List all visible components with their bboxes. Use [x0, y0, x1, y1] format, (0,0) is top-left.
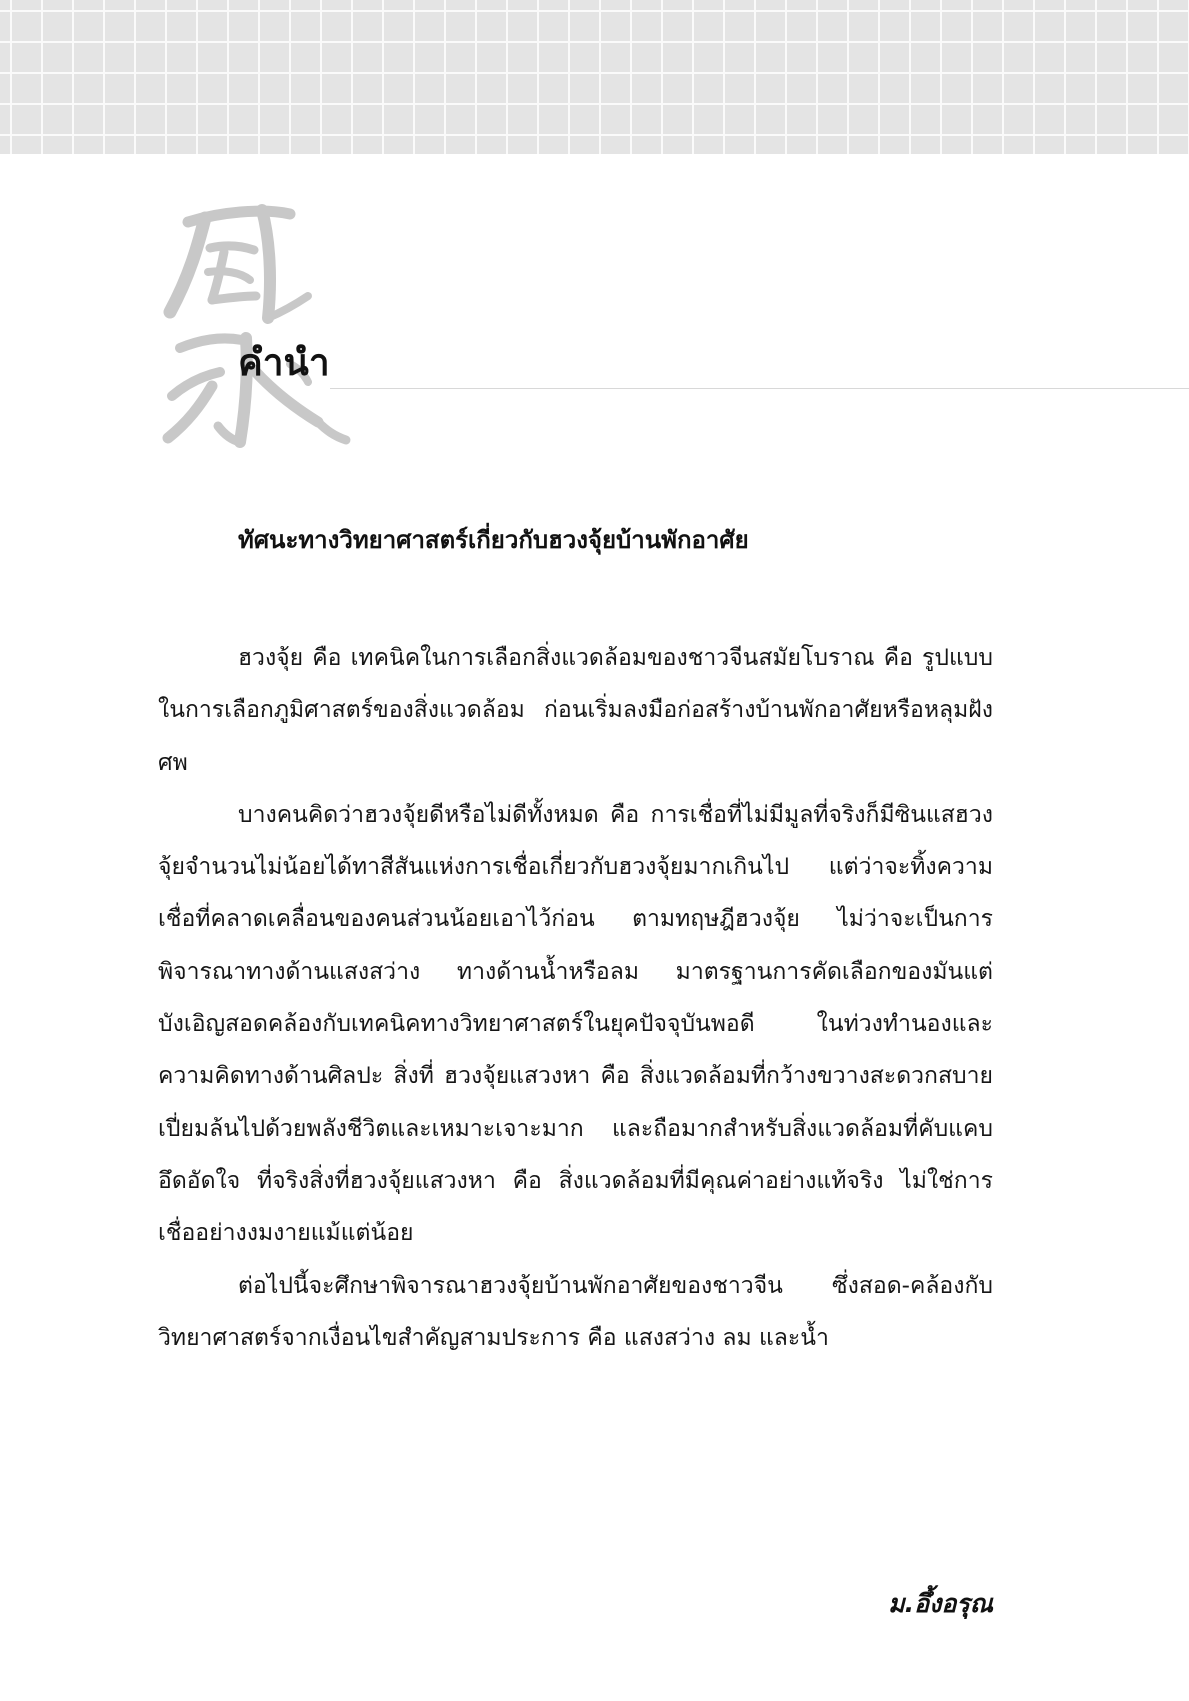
header-grid-band: [0, 0, 1189, 156]
preface-heading: คำนำ: [238, 341, 330, 384]
paragraph-3: ต่อไปนี้จะศึกษาพิจารณาฮวงจุ้ยบ้านพักอาศัยของชาวจีน ซึ่งสอด-คล้องกับวิทยาศาสตร์จากเงื่อนไขสำคัญสามประการ คือ แสงสว่าง ลม และน้ำ: [158, 1272, 993, 1351]
preface-body: [158, 632, 993, 1364]
author-signature: ม.อึ้งอรุณ: [888, 1589, 993, 1618]
paragraph-1: ฮวงจุ้ย คือ เทคนิคในการเลือกสิ่งแวดล้อมของชาวจีนสมัยโบราณ คือ รูปแบบในการเลือกภูมิศาสตร์ของสิ่งแวดล้อม ก่อนเริ่มลงมือก่อสร้างบ้านพักอาศัยหรือหลุมฝังศพ: [158, 645, 993, 776]
heading-divider: [330, 388, 1189, 389]
section-subtitle: ทัศนะทางวิทยาศาสตร์เกี่ยวกับฮวงจุ้ยบ้านพักอาศัย: [238, 526, 749, 554]
wind-calligraphy-watermark: [150, 200, 360, 470]
paragraph-2: บางคนคิดว่าฮวงจุ้ยดีหรือไม่ดีทั้งหมด คือ การเชื่อที่ไม่มีมูลที่จริงก็มีซินแสฮวงจุ้ยจำนวนไม่น้อยได้ทาสีสันแห่งการเชื่อเกี่ยวกับฮวงจุ้ยมากเกินไป แต่ว่าจะทิ้งความเชื่อที่คลาดเคลื่อนของคนส่วนน้อยเอาไว้ก่อน ตามทฤษฎีฮวงจุ้ย ไม่ว่าจะเป็นการพิจารณาทางด้านแสงสว่าง ทางด้านน้ำหรือลม มาตรฐานการคัดเลือกของมันแต่บังเอิญสอดคล้องกับเทคนิคทางวิทยาศาสตร์ในยุคปัจจุบันพอดี ในท่วงทำนองและความคิดทางด้านศิลปะ สิ่งที่ ฮวงจุ้ยแสวงหา คือ สิ่งแวดล้อมที่กว้างขวางสะดวกสบาย เปี่ยมล้นไปด้วยพลังชีวิตและเหมาะเจาะมาก และถือมากสำหรับสิ่งแวดล้อมที่คับแคบ อึดอัดใจ ที่จริงสิ่งที่ฮวงจุ้ยแสวงหา คือ สิ่งแวดล้อมที่มีคุณค่าอย่างแท้จริง ไม่ใช่การ เชื่ออย่างงมงายแม้แต่น้อย: [158, 801, 993, 1247]
